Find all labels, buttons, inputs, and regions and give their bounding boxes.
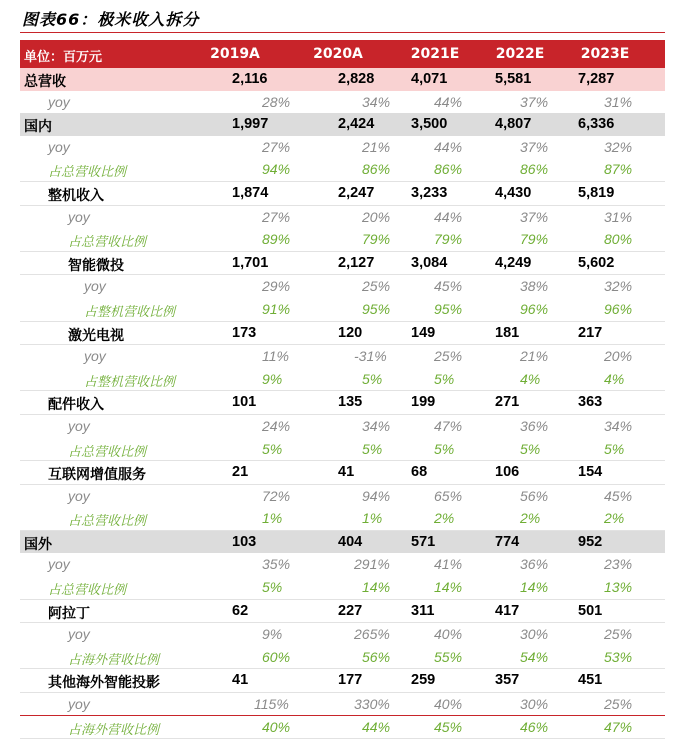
table-cell: 173	[232, 324, 257, 341]
table-cell: 115%	[254, 696, 289, 713]
table-row	[20, 368, 665, 392]
table-cell: 34%	[362, 417, 391, 434]
table-cell: 217	[578, 324, 603, 341]
figure-title-bar	[20, 0, 665, 33]
table-cell: 2,127	[338, 254, 375, 271]
unit-label: 单位：百万元	[24, 50, 103, 65]
table-row	[20, 345, 665, 368]
table-row	[20, 136, 665, 159]
table-cell: 60%	[262, 648, 291, 665]
table-cell: 4,249	[495, 254, 532, 271]
table-cell: 271	[495, 394, 520, 411]
table-cell: 259	[411, 672, 436, 689]
table-row	[20, 158, 665, 182]
table-cell: 46%	[520, 718, 549, 735]
row-label: 智能微投	[68, 257, 124, 274]
table-cell: 86%	[362, 161, 391, 178]
table-cell: 9%	[262, 626, 283, 643]
table-row	[20, 507, 665, 531]
table-cell: 94%	[262, 161, 291, 178]
table-cell: 35%	[262, 556, 291, 573]
row-label: 占总营收比例	[68, 235, 147, 251]
table-cell: 103	[232, 533, 257, 550]
table-cell: 3,084	[411, 254, 448, 271]
table-cell: 86%	[520, 161, 549, 178]
table-cell: 774	[495, 533, 520, 550]
row-label: yoy	[68, 417, 90, 434]
table-cell: 21	[232, 464, 249, 481]
row-label: 国内	[24, 119, 52, 136]
table-cell: 96%	[520, 300, 549, 317]
table-cell: 45%	[434, 278, 463, 295]
table-cell: 25%	[362, 278, 391, 295]
table-row	[20, 391, 665, 415]
table-cell: 44%	[434, 138, 463, 155]
table-cell: 32%	[604, 138, 633, 155]
table-row	[20, 113, 665, 136]
table-cell: 34%	[604, 417, 633, 434]
table-row	[20, 206, 665, 229]
table-cell: 11%	[262, 348, 289, 365]
table-cell: 31%	[604, 93, 633, 110]
table-cell: 24%	[262, 417, 291, 434]
table-cell: 4,430	[495, 184, 532, 201]
table-row	[20, 531, 665, 554]
table-cell: 571	[411, 533, 436, 550]
table-cell: 135	[338, 394, 363, 411]
revenue-breakdown-table	[20, 40, 665, 739]
table-cell: -31%	[354, 348, 387, 365]
row-label: 整机收入	[48, 187, 104, 204]
table-cell: 86%	[434, 161, 463, 178]
row-label: 占总营收比例	[48, 583, 127, 599]
row-label: 配件收入	[48, 397, 104, 414]
table-row	[20, 252, 665, 276]
table-cell: 5,819	[578, 184, 615, 201]
table-cell: 62	[232, 602, 249, 619]
table-cell: 30%	[520, 626, 549, 643]
table-cell: 2%	[520, 510, 541, 527]
table-cell: 2,116	[232, 71, 268, 87]
table-cell: 55%	[434, 648, 463, 665]
table-cell: 1,874	[232, 184, 269, 201]
table-cell: 330%	[354, 696, 390, 713]
table-row	[20, 576, 665, 600]
table-cell: 40%	[434, 626, 463, 643]
table-row	[20, 646, 665, 670]
row-label: yoy	[48, 138, 70, 155]
table-body	[20, 68, 665, 739]
table-cell: 47%	[434, 417, 463, 434]
table-cell: 44%	[434, 208, 463, 225]
table-cell: 79%	[434, 231, 463, 248]
table-cell: 68	[411, 464, 428, 481]
table-cell: 5%	[262, 579, 283, 596]
table-row	[20, 68, 665, 91]
table-cell: 291%	[354, 556, 390, 573]
table-cell: 25%	[434, 348, 463, 365]
table-cell: 4%	[604, 370, 625, 387]
table-cell: 44%	[434, 93, 463, 110]
row-label: yoy	[84, 348, 106, 365]
table-cell: 34%	[362, 93, 391, 110]
year-header: 2021E	[410, 46, 460, 62]
table-cell: 106	[495, 464, 520, 481]
figure-title: 图表66：极米收入拆分	[22, 10, 200, 29]
table-cell: 40%	[262, 718, 291, 735]
table-cell: 5%	[262, 440, 283, 457]
table-cell: 96%	[604, 300, 633, 317]
year-header: 2022E	[495, 46, 545, 62]
table-cell: 404	[338, 533, 363, 550]
table-cell: 14%	[362, 579, 391, 596]
row-label: 占总营收比例	[48, 165, 127, 181]
row-label: 激光电视	[68, 327, 124, 344]
table-cell: 501	[578, 602, 603, 619]
table-row	[20, 438, 665, 462]
table-cell: 5%	[434, 370, 455, 387]
table-cell: 21%	[520, 348, 549, 365]
table-cell: 2,424	[338, 116, 375, 133]
table-cell: 47%	[604, 718, 633, 735]
table-row	[20, 91, 665, 114]
table-cell: 28%	[262, 93, 291, 110]
table-cell: 451	[578, 672, 603, 689]
table-cell: 5,581	[495, 71, 532, 87]
table-cell: 54%	[520, 648, 549, 665]
table-cell: 149	[411, 324, 436, 341]
table-cell: 87%	[604, 161, 633, 178]
table-cell: 154	[578, 464, 603, 481]
table-cell: 25%	[604, 696, 633, 713]
table-cell: 1,701	[232, 254, 269, 271]
table-cell: 363	[578, 394, 603, 411]
table-cell: 79%	[520, 231, 549, 248]
row-label: 占海外营收比例	[68, 652, 160, 668]
table-cell: 41	[338, 464, 355, 481]
table-cell: 23%	[604, 556, 633, 573]
table-cell: 3,233	[411, 184, 448, 201]
table-cell: 95%	[434, 300, 463, 317]
row-label: 占总营收比例	[68, 444, 147, 460]
table-cell: 29%	[262, 278, 291, 295]
table-cell: 37%	[520, 138, 549, 155]
table-cell: 79%	[362, 231, 391, 248]
table-cell: 9%	[262, 370, 283, 387]
table-cell: 2,247	[338, 184, 375, 201]
table-row	[20, 182, 665, 206]
table-cell: 38%	[520, 278, 549, 295]
table-cell: 94%	[362, 487, 391, 504]
row-label: 占整机营收比例	[84, 304, 176, 320]
table-row	[20, 553, 665, 576]
table-row	[20, 461, 665, 485]
table-row	[20, 275, 665, 298]
table-cell: 2%	[604, 510, 625, 527]
table-cell: 44%	[362, 718, 391, 735]
table-cell: 89%	[262, 231, 291, 248]
table-cell: 1%	[362, 510, 383, 527]
table-cell: 20%	[362, 208, 391, 225]
table-cell: 45%	[604, 487, 633, 504]
table-row	[20, 322, 665, 346]
table-cell: 27%	[262, 208, 291, 225]
table-cell: 4%	[520, 370, 541, 387]
table-cell: 40%	[434, 696, 463, 713]
table-cell: 265%	[354, 626, 390, 643]
table-cell: 72%	[262, 487, 291, 504]
table-cell: 65%	[434, 487, 463, 504]
table-cell: 14%	[434, 579, 463, 596]
table-cell: 14%	[520, 579, 549, 596]
table-cell: 2%	[434, 510, 455, 527]
table-cell: 53%	[604, 648, 633, 665]
table-cell: 36%	[520, 556, 549, 573]
table-cell: 4,071	[411, 71, 448, 87]
table-cell: 37%	[520, 208, 549, 225]
table-cell: 41	[232, 672, 249, 689]
table-cell: 5%	[362, 440, 383, 457]
table-cell: 30%	[520, 696, 549, 713]
year-header: 2023E	[580, 46, 630, 62]
row-label: 占总营收比例	[68, 514, 147, 530]
table-row	[20, 693, 665, 716]
table-row	[20, 600, 665, 624]
table-cell: 311	[411, 602, 435, 619]
table-row	[20, 485, 665, 508]
row-label: yoy	[68, 696, 90, 713]
table-row	[20, 623, 665, 646]
table-cell: 25%	[604, 626, 633, 643]
table-cell: 21%	[362, 138, 391, 155]
row-label: yoy	[68, 208, 90, 225]
row-label: yoy	[84, 278, 106, 295]
row-label: 阿拉丁	[48, 605, 90, 622]
table-cell: 2,828	[338, 71, 375, 87]
row-label: yoy	[68, 626, 90, 643]
table-cell: 5,602	[578, 254, 615, 271]
table-header	[20, 40, 665, 68]
table-cell: 36%	[520, 417, 549, 434]
table-cell: 3,500	[411, 116, 448, 133]
table-cell: 5%	[362, 370, 383, 387]
table-cell: 56%	[362, 648, 391, 665]
row-label: 占海外营收比例	[68, 722, 160, 738]
table-cell: 357	[495, 672, 520, 689]
table-cell: 952	[578, 533, 603, 550]
table-cell: 37%	[520, 93, 549, 110]
year-header: 2020A	[313, 46, 363, 62]
row-label: 其他海外智能投影	[48, 675, 160, 692]
table-cell: 4,807	[495, 116, 532, 133]
row-label: yoy	[48, 93, 70, 110]
table-cell: 6,336	[578, 116, 615, 133]
table-cell: 417	[495, 602, 520, 619]
year-header: 2019A	[210, 46, 260, 62]
table-cell: 20%	[604, 348, 633, 365]
table-cell: 227	[338, 602, 363, 619]
row-label: 总营收	[24, 74, 66, 90]
table-cell: 95%	[362, 300, 391, 317]
row-label: yoy	[48, 556, 70, 573]
row-label: yoy	[68, 487, 90, 504]
table-cell: 45%	[434, 718, 463, 735]
row-label: 国外	[24, 536, 52, 553]
table-cell: 5%	[434, 440, 455, 457]
table-cell: 13%	[604, 579, 633, 596]
row-label: 占整机营收比例	[84, 374, 176, 390]
bottom-rule	[20, 715, 665, 716]
table-cell: 41%	[434, 556, 463, 573]
table-row	[20, 669, 665, 693]
table-cell: 199	[411, 394, 436, 411]
table-cell: 5%	[604, 440, 625, 457]
table-cell: 31%	[604, 208, 633, 225]
table-cell: 1%	[262, 510, 283, 527]
table-cell: 120	[338, 324, 363, 341]
row-label: 互联网增值服务	[48, 467, 146, 484]
table-row	[20, 298, 665, 322]
table-cell: 56%	[520, 487, 549, 504]
table-row	[20, 228, 665, 252]
table-cell: 101	[232, 394, 257, 411]
table-cell: 177	[338, 672, 363, 689]
table-cell: 181	[495, 324, 520, 341]
table-cell: 80%	[604, 231, 633, 248]
table-cell: 32%	[604, 278, 633, 295]
table-cell: 7,287	[578, 71, 615, 87]
table-row	[20, 415, 665, 438]
table-row	[20, 716, 665, 739]
table-cell: 1,997	[232, 116, 269, 133]
table-cell: 27%	[262, 138, 291, 155]
table-cell: 5%	[520, 440, 541, 457]
table-cell: 91%	[262, 300, 291, 317]
